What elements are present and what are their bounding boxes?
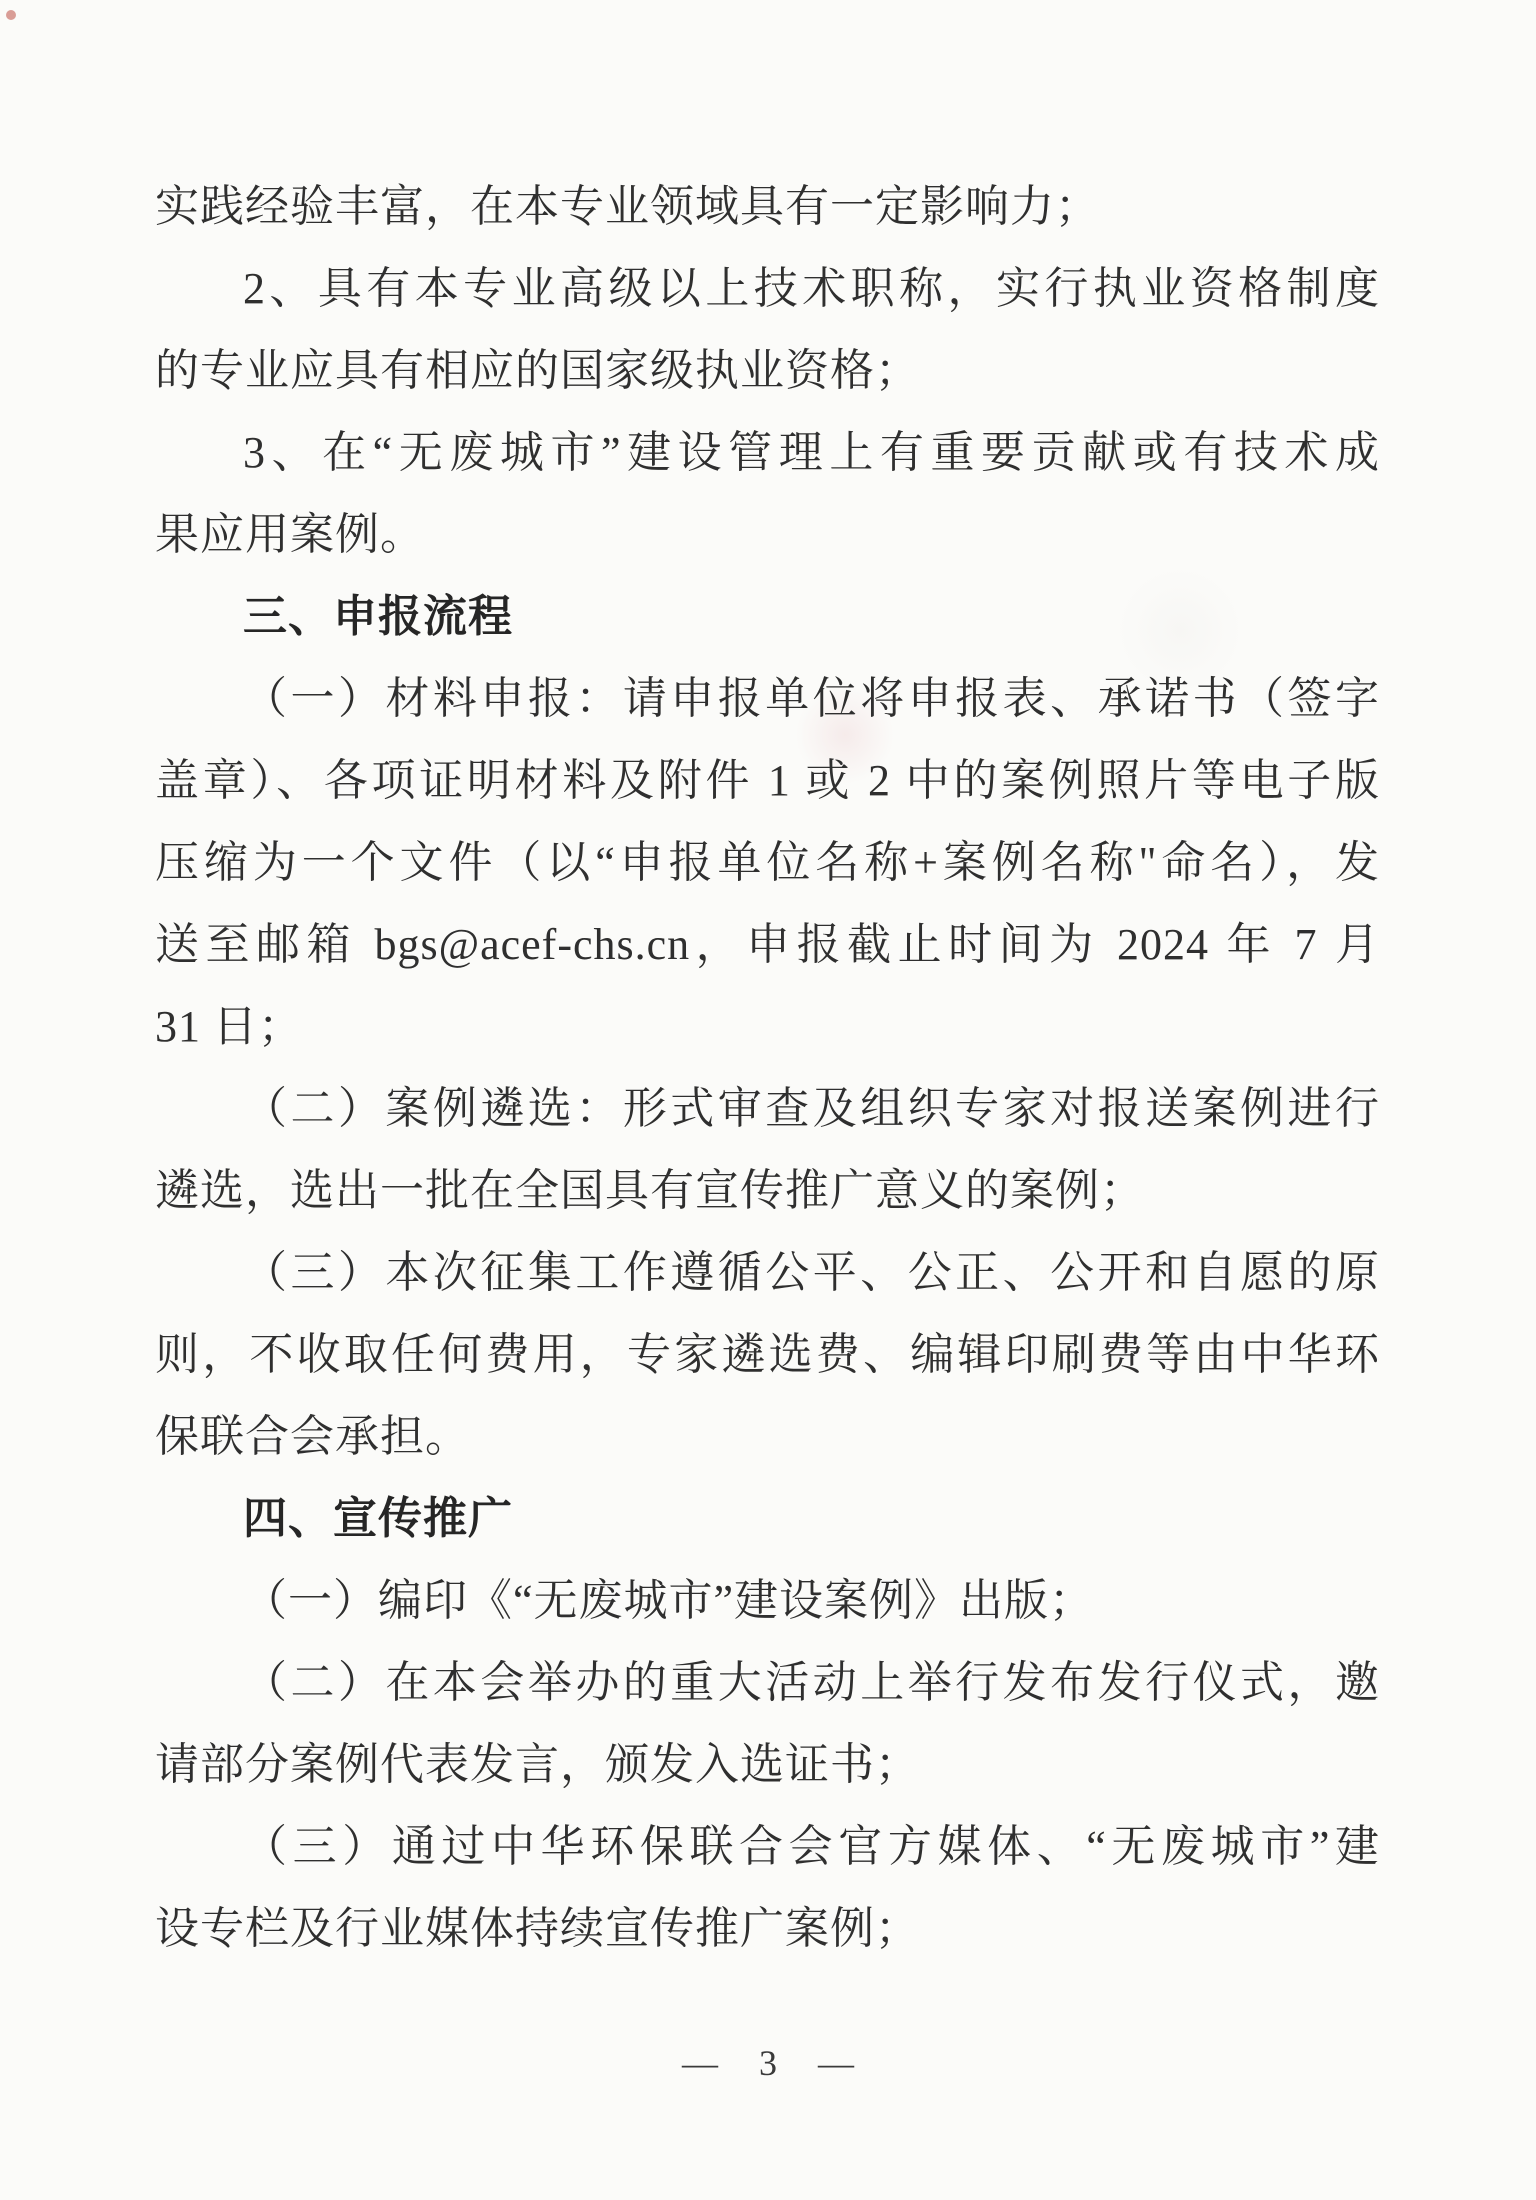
document-body: [155, 166, 1380, 1970]
text-line: 盖章）、各项证明材料及附件 1 或 2 中的案例照片等电子版: [155, 756, 1380, 805]
text-line: 送至邮箱 bgs@acef-chs.cn，申报截止时间为 2024 年 7 月: [155, 920, 1380, 969]
text-line: （二）在本会举办的重大活动上举行发布发行仪式，邀: [243, 1658, 1380, 1707]
text-line: 则，不收取任何费用，专家遴选费、编辑印刷费等由中华环: [155, 1330, 1380, 1379]
text-line: 压缩为一个文件（以“申报单位名称+案例名称"命名），发: [155, 838, 1380, 887]
section-heading: 四、宣传推广: [243, 1494, 513, 1543]
text-line: （三）通过中华环保联合会官方媒体、“无废城市”建: [243, 1822, 1380, 1871]
text-line: 31 日；: [155, 1002, 303, 1051]
text-line: （一）材料申报：请申报单位将申报表、承诺书（签字: [243, 674, 1380, 723]
text-line: 果应用案例。: [155, 510, 425, 559]
text-line: 保联合会承担。: [155, 1412, 470, 1461]
text-line: 请部分案例代表发言，颁发入选证书；: [155, 1740, 920, 1789]
text-line: 实践经验丰富，在本专业领域具有一定影响力；: [155, 182, 1100, 231]
section-heading: 三、申报流程: [243, 592, 513, 641]
page-number: — 3 —: [682, 2043, 870, 2083]
text-line: （二）案例遴选：形式审查及组织专家对报送案例进行: [243, 1084, 1380, 1133]
text-line: （一）编印《“无废城市”建设案例》出版；: [243, 1576, 1095, 1625]
text-line: （三）本次征集工作遵循公平、公正、公开和自愿的原: [243, 1248, 1380, 1297]
text-line: 3、在“无废城市”建设管理上有重要贡献或有技术成: [243, 428, 1380, 477]
scan-artifact-dot: [6, 10, 16, 20]
text-line: 设专栏及行业媒体持续宣传推广案例；: [155, 1904, 920, 1953]
text-line: 2、具有本专业高级以上技术职称，实行执业资格制度: [243, 264, 1380, 313]
text-line: 遴选，选出一批在全国具有宣传推广意义的案例；: [155, 1166, 1145, 1215]
text-line: 的专业应具有相应的国家级执业资格；: [155, 346, 920, 395]
